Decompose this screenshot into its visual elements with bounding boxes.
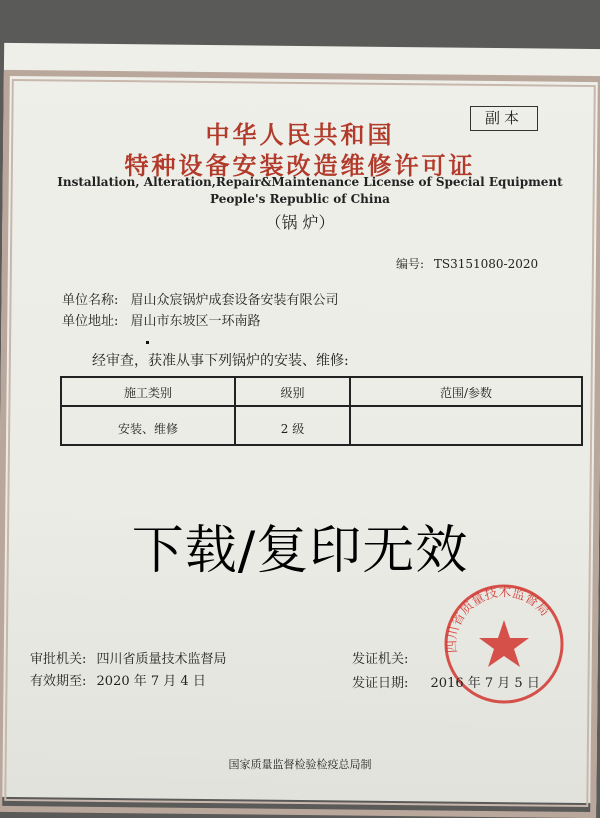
issuing-authority-label: 发证机关: xyxy=(352,652,409,667)
valid-until-label: 有效期至: xyxy=(30,674,87,689)
issuer-footer: 国家质量监督检验检疫总局制 xyxy=(228,758,372,771)
company-line xyxy=(62,289,339,308)
title-license: 特种设备安装改造维修许可证 xyxy=(124,151,476,180)
approval-authority-label: 审批机关: xyxy=(30,652,87,667)
table-header-type: 施工类别 xyxy=(123,386,172,400)
official-seal xyxy=(420,580,580,720)
table-cell-type: 安装、维修 xyxy=(117,422,178,436)
title-english-country: People's Republic of China xyxy=(210,192,390,206)
table-header-level: 级别 xyxy=(280,386,305,400)
table-divider xyxy=(62,405,581,407)
title-country: 中华人民共和国 xyxy=(205,120,395,149)
issue-date-label: 发证日期: xyxy=(352,676,409,691)
serial-number-line xyxy=(396,255,538,272)
table-cell-level: 2 级 xyxy=(280,422,305,436)
watermark-text: 下载/复印无效 xyxy=(131,521,469,581)
company-name: 眉山众宸锅炉成套设备安装有限公司 xyxy=(130,293,339,308)
valid-until-date: 2020 年 7 月 4 日 xyxy=(96,674,206,689)
issue-date-line xyxy=(352,672,540,691)
equipment-category: （锅 炉） xyxy=(265,213,335,232)
title-english: Installation, Alteration,Repair&Maintenance License of Special Equipment xyxy=(57,175,563,189)
copy-label-box: 副本 xyxy=(470,106,538,131)
approval-statement: 经审查，获准从事下列锅炉的安装、维修: xyxy=(92,353,349,369)
address-line xyxy=(62,310,261,329)
valid-until-line xyxy=(30,670,206,689)
scope-table xyxy=(60,376,583,446)
speck xyxy=(146,341,149,344)
company-label: 单位名称: xyxy=(62,293,119,308)
approval-authority-line xyxy=(30,648,227,667)
table-header-scope: 范围/参数 xyxy=(439,386,493,400)
approval-authority: 四川省质量技术监督局 xyxy=(96,652,227,667)
address-label: 单位地址: xyxy=(62,314,119,329)
seal-text: 四川省质量技术监督局 xyxy=(444,585,553,654)
serial-number: TS3151080-2020 xyxy=(433,257,539,271)
issue-date: 2016 年 7 月 5 日 xyxy=(430,676,540,691)
address-value: 眉山市东坡区一环南路 xyxy=(130,314,261,329)
serial-label: 编号: xyxy=(396,257,425,271)
